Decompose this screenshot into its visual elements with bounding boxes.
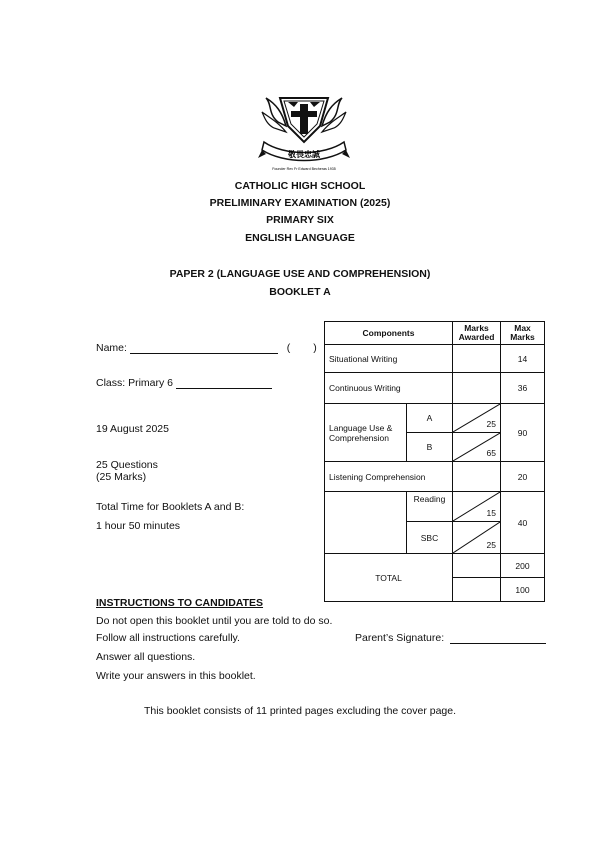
header-awarded: Marks Awarded: [453, 322, 501, 345]
language-a-awarded-cell[interactable]: [453, 404, 501, 433]
paper-title: PAPER 2 (LANGUAGE USE AND COMPREHENSION): [169, 268, 431, 280]
reading-max: 15: [486, 508, 497, 518]
instruction-line-2: Follow all instructions carefully.: [96, 632, 240, 644]
school-name: CATHOLIC HIGH SCHOOL: [234, 180, 366, 192]
situational-awarded-cell[interactable]: [453, 345, 501, 373]
oral-max: 40: [501, 492, 545, 554]
language-b-max: 65: [486, 448, 497, 458]
row-situational: [325, 345, 545, 373]
table-header-row: [325, 322, 545, 345]
name-blank-line[interactable]: [130, 353, 278, 354]
language-b-awarded-cell[interactable]: [453, 433, 501, 462]
time-label: Total Time for Booklets A and B:: [96, 501, 245, 513]
row-reading: [325, 492, 545, 522]
crest-ribbon-text: Founder Rev Fr Edward Becheras 1935: [272, 167, 336, 171]
total-awarded-cell-1[interactable]: [453, 554, 501, 578]
booklet-title: BOOKLET A: [269, 286, 331, 298]
time-value: 1 hour 50 minutes: [96, 520, 181, 532]
class-label: Class: Primary 6: [96, 377, 174, 389]
row-continuous: [325, 373, 545, 404]
level-title: PRIMARY SIX: [266, 214, 334, 226]
sbc-max: 25: [486, 540, 497, 550]
register-no-close: ): [313, 342, 317, 354]
instruction-line-1: Do not open this booklet until you are told to do so.: [96, 615, 333, 627]
header-max: Max Marks: [501, 322, 545, 345]
total-max-1: 200: [501, 554, 545, 578]
instruction-line-4: Write your answers in this booklet.: [96, 670, 256, 682]
parent-signature-field[interactable]: [355, 632, 546, 644]
language-a-max: 25: [486, 419, 497, 429]
sbc-awarded-cell[interactable]: [453, 522, 501, 554]
reading-awarded-cell[interactable]: [453, 492, 501, 522]
crest-motto: 敬畏忠誠: [288, 150, 320, 159]
continuous-label: Continuous Writing: [325, 373, 453, 404]
exam-date: 19 August 2025: [96, 423, 169, 435]
question-count: 25 Questions: [96, 459, 158, 471]
register-no-open: (: [286, 342, 291, 354]
row-listening: [325, 462, 545, 492]
name-label: Name:: [96, 342, 127, 354]
marks-table: [324, 321, 545, 602]
class-blank-line[interactable]: [176, 388, 272, 389]
reading-label: Reading: [407, 492, 453, 522]
language-b-label: B: [407, 433, 453, 462]
listening-awarded-cell[interactable]: [453, 462, 501, 492]
header-components: Components: [325, 322, 453, 345]
parent-signature-line[interactable]: [450, 643, 546, 644]
listening-max: 20: [501, 462, 545, 492]
footer-note: This booklet consists of 11 printed pages excluding the cover page.: [143, 705, 457, 717]
language-a-label: A: [407, 404, 453, 433]
total-label: TOTAL: [325, 554, 453, 602]
oral-blank-cell: [325, 492, 407, 554]
exam-title: PRELIMINARY EXAMINATION (2025): [209, 197, 391, 209]
parent-signature-label: Parent’s Signature:: [355, 632, 445, 644]
continuous-awarded-cell[interactable]: [453, 373, 501, 404]
instruction-line-3: Answer all questions.: [96, 651, 196, 663]
class-field[interactable]: [96, 377, 272, 389]
total-awarded-cell-2[interactable]: [453, 578, 501, 602]
total-max-2: 100: [501, 578, 545, 602]
row-language-a: [325, 404, 545, 433]
continuous-max: 36: [501, 373, 545, 404]
school-crest-logo: [258, 92, 350, 174]
total-marks: (25 Marks): [96, 471, 147, 483]
situational-label: Situational Writing: [325, 345, 453, 373]
instructions-title: INSTRUCTIONS TO CANDIDATES: [96, 597, 264, 609]
language-label: Language Use & Comprehension: [325, 404, 407, 462]
sbc-label: SBC: [407, 522, 453, 554]
name-field[interactable]: [96, 342, 317, 354]
language-max: 90: [501, 404, 545, 462]
subject-title: ENGLISH LANGUAGE: [245, 232, 355, 244]
listening-label: Listening Comprehension: [325, 462, 453, 492]
row-total-1: [325, 554, 545, 578]
situational-max: 14: [501, 345, 545, 373]
